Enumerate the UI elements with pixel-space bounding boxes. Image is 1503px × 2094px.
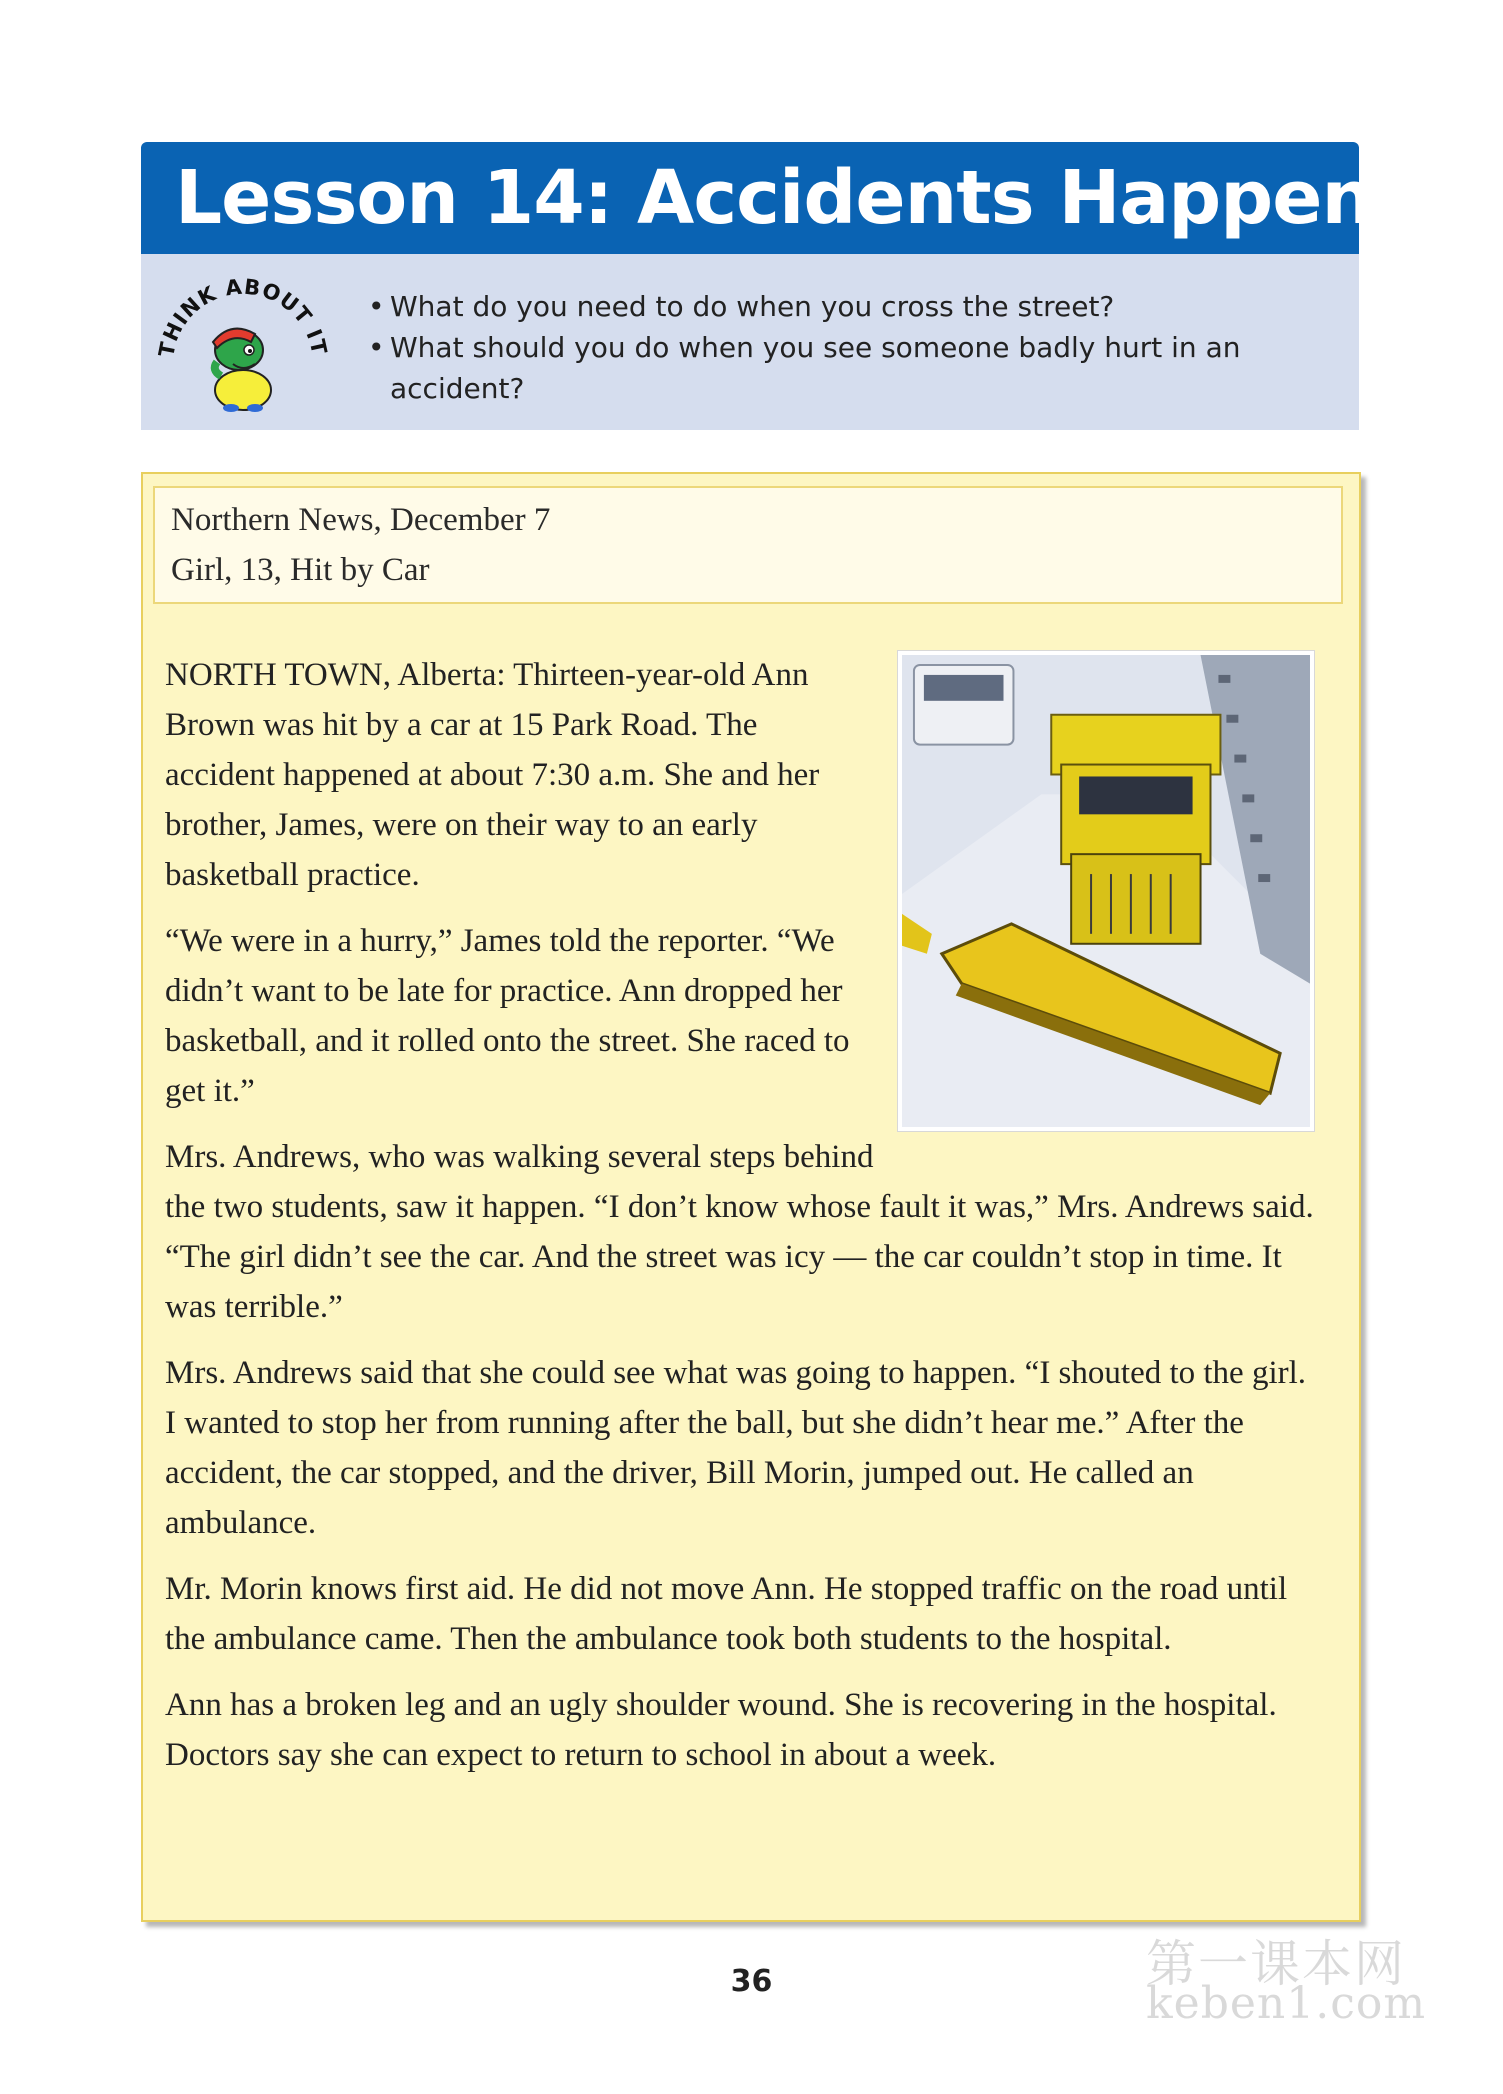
snowplow-photo (897, 650, 1315, 1132)
article-body (165, 650, 1315, 1796)
article-paragraph: NORTH TOWN, Alberta: Thirteen-year-old Ann Brown was hit by a car at 15 Park Road. The accident happened at about 7:30 a.m. She and her brother, James, were on their way to an early basketball practice. (165, 657, 820, 893)
think-about-it-questions (366, 286, 1326, 409)
site-watermark (1128, 1924, 1428, 2034)
article-paragraph: Mr. Morin knows first aid. He did not move Ann. He stopped traffic on the road until the ambulance came. Then the ambulance took both students to the hospital. (165, 1571, 1288, 1657)
lesson-title: Lesson 14: Accidents Happen (175, 155, 1374, 241)
news-article (141, 472, 1361, 1922)
article-paragraph: Mrs. Andrews, who was walking several steps behind the two students, saw it happen. “I don’t know whose fault it was,” Mrs. Andrews said. “The girl didn’t see the car. And the street was icy — the car couldn’t stop in time. It was terrible.” (165, 1139, 1314, 1325)
article-header-box (153, 486, 1343, 604)
article-paragraph: Ann has a broken leg and an ugly shoulder wound. She is recovering in the hospital. Doctors say she can expect to return to school in about a week. (165, 1687, 1277, 1773)
article-paragraph: “We were in a hurry,” James told the reporter. “We didn’t want to be late for practice. Ann dropped her basketball, and it rolled onto the street. She raced to get it.” (165, 923, 850, 1109)
watermark-line2: keben1.com (1146, 1978, 1427, 2029)
page-number: 36 (730, 1964, 773, 1999)
think-about-it-badge-text: THINK ABOUT IT (154, 274, 331, 359)
question-item: • What do you need to do when you cross the street? (366, 286, 1326, 327)
think-about-it-box (141, 254, 1359, 430)
article-paragraph: Mrs. Andrews said that she could see what was going to happen. “I shouted to the girl. I wanted to stop her from running after the ball, but she didn’t hear me.” After the accident, the car stopped, and the driver, Bill Morin, jumped out. He called an ambulance. (165, 1355, 1307, 1541)
think-about-it-mascot-icon (151, 272, 331, 412)
watermark-line1: 第一课本网 (1146, 1935, 1406, 1993)
lesson-title-bar (141, 142, 1374, 254)
article-source-line: Northern News, December 7 (171, 502, 551, 538)
article-headline: Girl, 13, Hit by Car (171, 552, 430, 588)
question-item: • What should you do when you see someone badly hurt in an accident? (366, 327, 1326, 409)
